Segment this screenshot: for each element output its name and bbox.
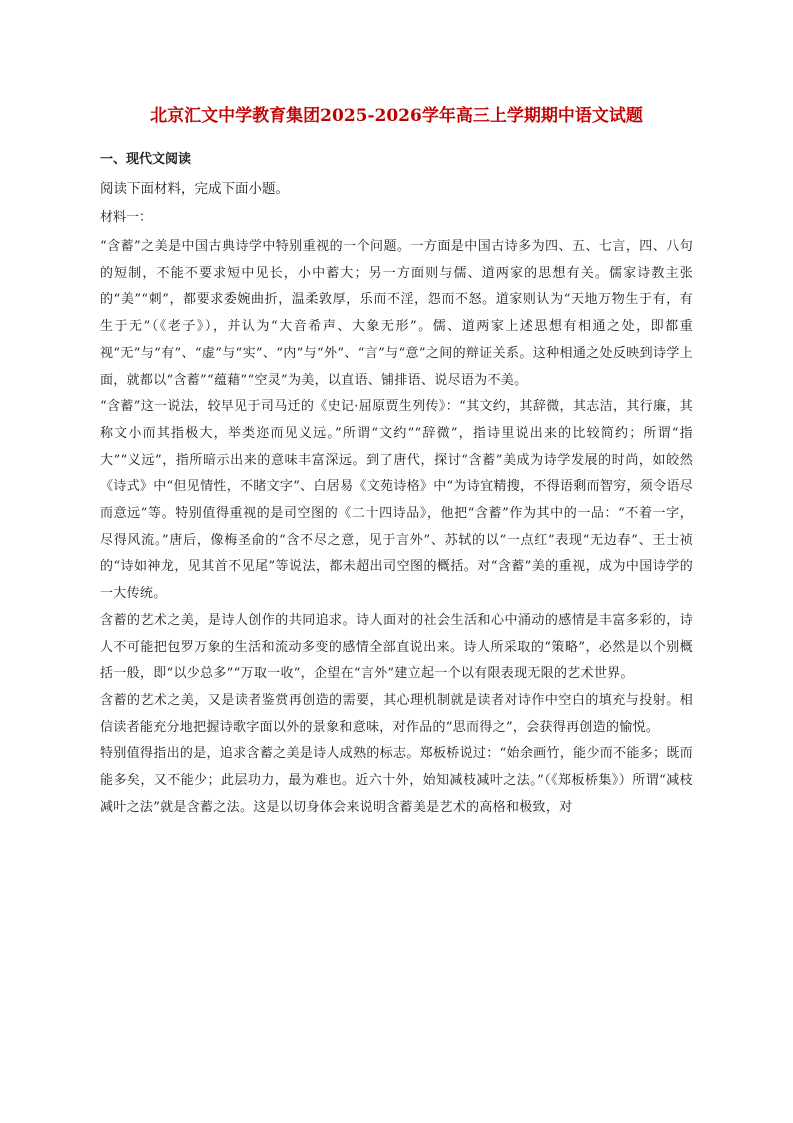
paragraph-3: 含蓄的艺术之美，是诗人创作的共同追求。诗人面对的社会生活和心中涌动的感情是丰富多彩的，诗人不可能把包罗万象的生活和流动多变的感情全部直说出来。诗人所采取的“策略”，必然是以个别概括一般，即“以少总多”“万取一收”，企望在“言外”建立起一个以有限表现无限的艺术世界。 — [100, 612, 693, 682]
instruction-text: 阅读下面材料，完成下面小题。 — [100, 181, 289, 197]
page-title: 北京汇文中学教育集团2025-2026学年高三上学期期中语文试题 — [150, 106, 643, 126]
paragraph-2: “含蓄”这一说法，较早见于司马迁的《史记·屈原贾生列传》：“其文约，其辞微，其志洁，其行廉，其称文小而其指极大，举类迩而见义远。”所谓“文约”“辞微”，指诗里说出来的比较简约；所谓“指大”“义远”，指所暗示出来的意味丰富深远。到了唐代，探讨“含蓄”美成为诗学发展的时尚，如皎然《诗式》中“但见情性，不睹文字”、白居易《文苑诗格》中“为诗宜精搜，不得语剩而智穷，须令语尽而意远”等。特别值得重视的是司空图的《二十四诗品》，他把“含蓄”作为其中的一品：“不着一字，尽得风流。”唐后，像梅圣俞的“含不尽之意，见于言外”、苏轼的以“一点红”表现“无边春”、王士祯的“诗如神龙，见其首不见尾”等说法，都未超出司空图的概括。对“含蓄”美的重视，成为中国诗学的一大传统。 — [100, 399, 693, 602]
section-heading: 一、现代文阅读 — [100, 152, 192, 167]
material-label: 材料一： — [100, 210, 153, 225]
paragraph-5: 特别值得指出的是，追求含蓄之美是诗人成熟的标志。郑板桥说过：“始余画竹，能少而不能多；既而能多矣，又不能少；此层功力，最为难也。近六十外，始知减枝减叶之法。”（《郑板桥集》）所谓“减枝减叶之法”就是含蓄之法。这是以切身体会来说明含蓄美是艺术的高格和极致，对 — [100, 746, 693, 815]
paragraph-4: 含蓄的艺术之美，又是读者鉴赏再创造的需要，其心理机制就是读者对诗作中空白的填充与投射。相信读者能充分地把握诗歌字面以外的景象和意味，对作品的“思而得之”，会获得再创造的愉悦。 — [100, 692, 693, 735]
paragraph-1: “含蓄”之美是中国古典诗学中特别重视的一个问题。一方面是中国古诗多为四、五、七言，四、八句的短制，不能不要求短中见长，小中蓄大；另一方面则与儒、道两家的思想有关。儒家诗教主张的“美”“刺”，都要求委婉曲折，温柔敦厚，乐而不淫，怨而不怒。道家则认为“天地万物生于有，有生于无”（《老子》），并认为“大音希声、大象无形”。儒、道两家上述思想有相通之处，即都重视“无”与“有”、“虚”与“实”、“内”与“外”、“言”与“意”之间的辩证关系。这种相通之处反映到诗学上面，就都以“含蓄”“蕴藉”“空灵”为美，以直语、铺排语、说尽语为不美。 — [100, 239, 693, 388]
